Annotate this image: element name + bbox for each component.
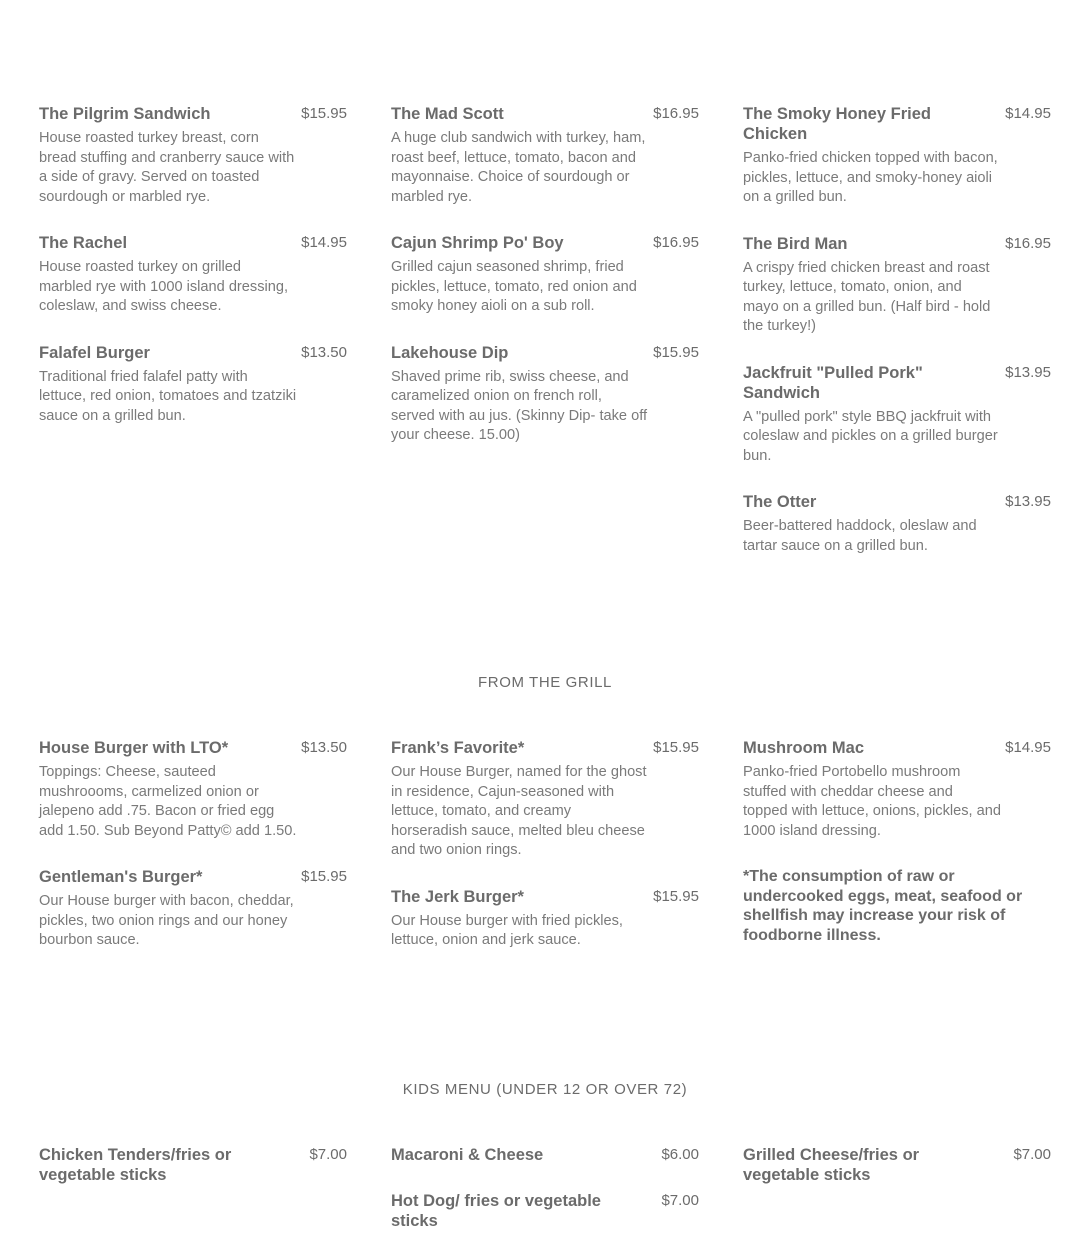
- item-name: Hot Dog/ fries or vegetable sticks: [391, 1192, 601, 1230]
- kids-column-2: [391, 1145, 699, 1257]
- item-price: $6.00: [661, 1146, 699, 1163]
- item-description: Beer-battered haddock, oleslaw and tartar sauce on a grilled bun.: [743, 518, 977, 554]
- item-description: A huge club sandwich with turkey, ham, roast beef, lettuce, tomato, bacon and mayonnaise. Choice of sourdough or marbled rye.: [391, 130, 646, 205]
- item-name: Grilled Cheese/fries or vegetable sticks: [743, 1146, 920, 1184]
- item-name: The Bird Man: [743, 234, 848, 253]
- item-description: Our House burger with bacon, cheddar, pickles, two onion rings and our honey bourbon sauce.: [39, 893, 294, 948]
- item-price: $16.95: [653, 105, 699, 122]
- section-title-kids: KIDS MENU (UNDER 12 OR OVER 72): [402, 1081, 688, 1098]
- item-description: House roasted turkey on grilled marbled rye with 1000 island dressing, coleslaw, and swiss cheese.: [39, 259, 289, 314]
- menu-item: [39, 104, 347, 207]
- menu-item: [391, 738, 699, 861]
- menu-item: [743, 492, 1051, 556]
- menu-item: [39, 233, 347, 317]
- item-name: The Jerk Burger*: [391, 887, 524, 906]
- sandwiches-column-2: [391, 104, 699, 472]
- menu-item: [39, 1145, 347, 1185]
- item-name: The Mad Scott: [391, 105, 504, 123]
- menu-item: [39, 867, 347, 951]
- menu-item: [743, 738, 1051, 841]
- menu-item: [743, 234, 1051, 337]
- kids-column-3: [743, 1145, 1051, 1211]
- item-description: Panko-fried chicken topped with bacon, pickles, lettuce, and smoky-honey aioli on a grilled bun.: [743, 150, 998, 205]
- item-description: Panko-fried Portobello mushroom stuffed with cheddar cheese and topped with lettuce, onions, pickles, and 1000 island dressing.: [743, 764, 1001, 839]
- item-name: Jackfruit "Pulled Pork" Sandwich: [743, 363, 923, 402]
- item-description: Our House burger with fried pickles, lettuce, onion and jerk sauce.: [391, 912, 623, 948]
- item-price: $16.95: [1005, 234, 1051, 252]
- menu-item: [39, 738, 347, 841]
- menu-item: [391, 343, 699, 446]
- item-name: Macaroni & Cheese: [391, 1146, 544, 1164]
- item-price: $7.00: [1013, 1146, 1051, 1163]
- menu-item: [391, 1191, 699, 1231]
- item-price: $13.50: [301, 739, 347, 756]
- menu-item: [39, 343, 347, 427]
- item-price: $14.95: [1005, 105, 1051, 122]
- sandwiches-column-1: [39, 104, 347, 452]
- item-name: Frank’s Favorite*: [391, 739, 525, 757]
- menu-item: [391, 104, 699, 207]
- menu-item: [743, 104, 1051, 208]
- item-price: $7.00: [309, 1146, 347, 1163]
- grill-column-2: [391, 738, 699, 977]
- item-name: The Pilgrim Sandwich: [39, 105, 211, 123]
- item-name: Gentleman's Burger*: [39, 868, 203, 886]
- item-price: $15.95: [301, 868, 347, 885]
- item-name: Cajun Shrimp Po' Boy: [391, 234, 564, 252]
- item-price: $15.95: [653, 343, 699, 361]
- item-name: Mushroom Mac: [743, 739, 865, 757]
- item-name: Lakehouse Dip: [391, 343, 509, 362]
- item-price: $13.50: [301, 343, 347, 361]
- item-price: $15.95: [653, 739, 699, 756]
- item-price: $14.95: [301, 234, 347, 251]
- sandwiches-column-3: [743, 104, 1051, 582]
- item-price: $16.95: [653, 234, 699, 251]
- item-description: A "pulled pork" style BBQ jackfruit with coleslaw and pickles on a grilled burger bun.: [743, 408, 998, 464]
- item-name: Chicken Tenders/fries or vegetable sticks: [39, 1146, 232, 1184]
- item-name: The Smoky Honey Fried Chicken: [743, 105, 931, 143]
- kids-column-1: [39, 1145, 347, 1211]
- item-price: $13.95: [1005, 493, 1051, 510]
- consumption-notice: *The consumption of raw or undercooked eggs, meat, seafood or shellfish may increase your risk of foodborne illness.: [743, 868, 1023, 944]
- item-description: A crispy fried chicken breast and roast turkey, lettuce, tomato, onion, and mayo on a grilled bun. (Half bird - hold the turkey!): [743, 259, 991, 334]
- item-description: Our House Burger, named for the ghost in residence, Cajun-seasoned with lettuce, tomato, and creamy horseradish sauce, melted bleu cheese and two onion rings.: [391, 764, 647, 858]
- grill-column-3: [743, 738, 1051, 945]
- section-title-grill: FROM THE GRILL: [478, 674, 612, 691]
- menu-item: [391, 887, 699, 951]
- menu-item: [391, 1145, 699, 1165]
- item-name: Falafel Burger: [39, 343, 150, 362]
- item-description: House roasted turkey breast, corn bread stuffing and cranberry sauce with a side of gravy. Served on toasted sourdough or marbled rye.: [39, 130, 295, 205]
- item-description: Grilled cajun seasoned shrimp, fried pickles, lettuce, tomato, red onion and smoky honey aioli on a sub roll.: [391, 259, 637, 314]
- item-description: Traditional fried falafel patty with lettuce, red onion, tomatoes and tzatziki sauce on a grilled bun.: [39, 368, 297, 424]
- item-price: $14.95: [1005, 739, 1051, 756]
- item-price: $7.00: [661, 1192, 699, 1209]
- item-description: Toppings: Cheese, sauteed mushroooms, carmelized onion or jalepeno add .75. Bacon or fried egg add 1.50. Sub Beyond Patty© add 1.50.: [39, 764, 297, 839]
- item-name: House Burger with LTO*: [39, 739, 229, 757]
- menu-item: [391, 233, 699, 317]
- menu-item: [743, 1145, 1051, 1185]
- grill-column-1: [39, 738, 347, 977]
- item-description: Shaved prime rib, swiss cheese, and caramelized onion on french roll, served with au jus. (Skinny Dip- take off your cheese. 15.00): [391, 368, 648, 443]
- item-price: $15.95: [653, 887, 699, 905]
- menu-item: [743, 363, 1051, 467]
- item-name: The Rachel: [39, 234, 128, 252]
- item-price: $15.95: [301, 105, 347, 122]
- item-name: The Otter: [743, 493, 817, 511]
- item-price: $13.95: [1005, 363, 1051, 381]
